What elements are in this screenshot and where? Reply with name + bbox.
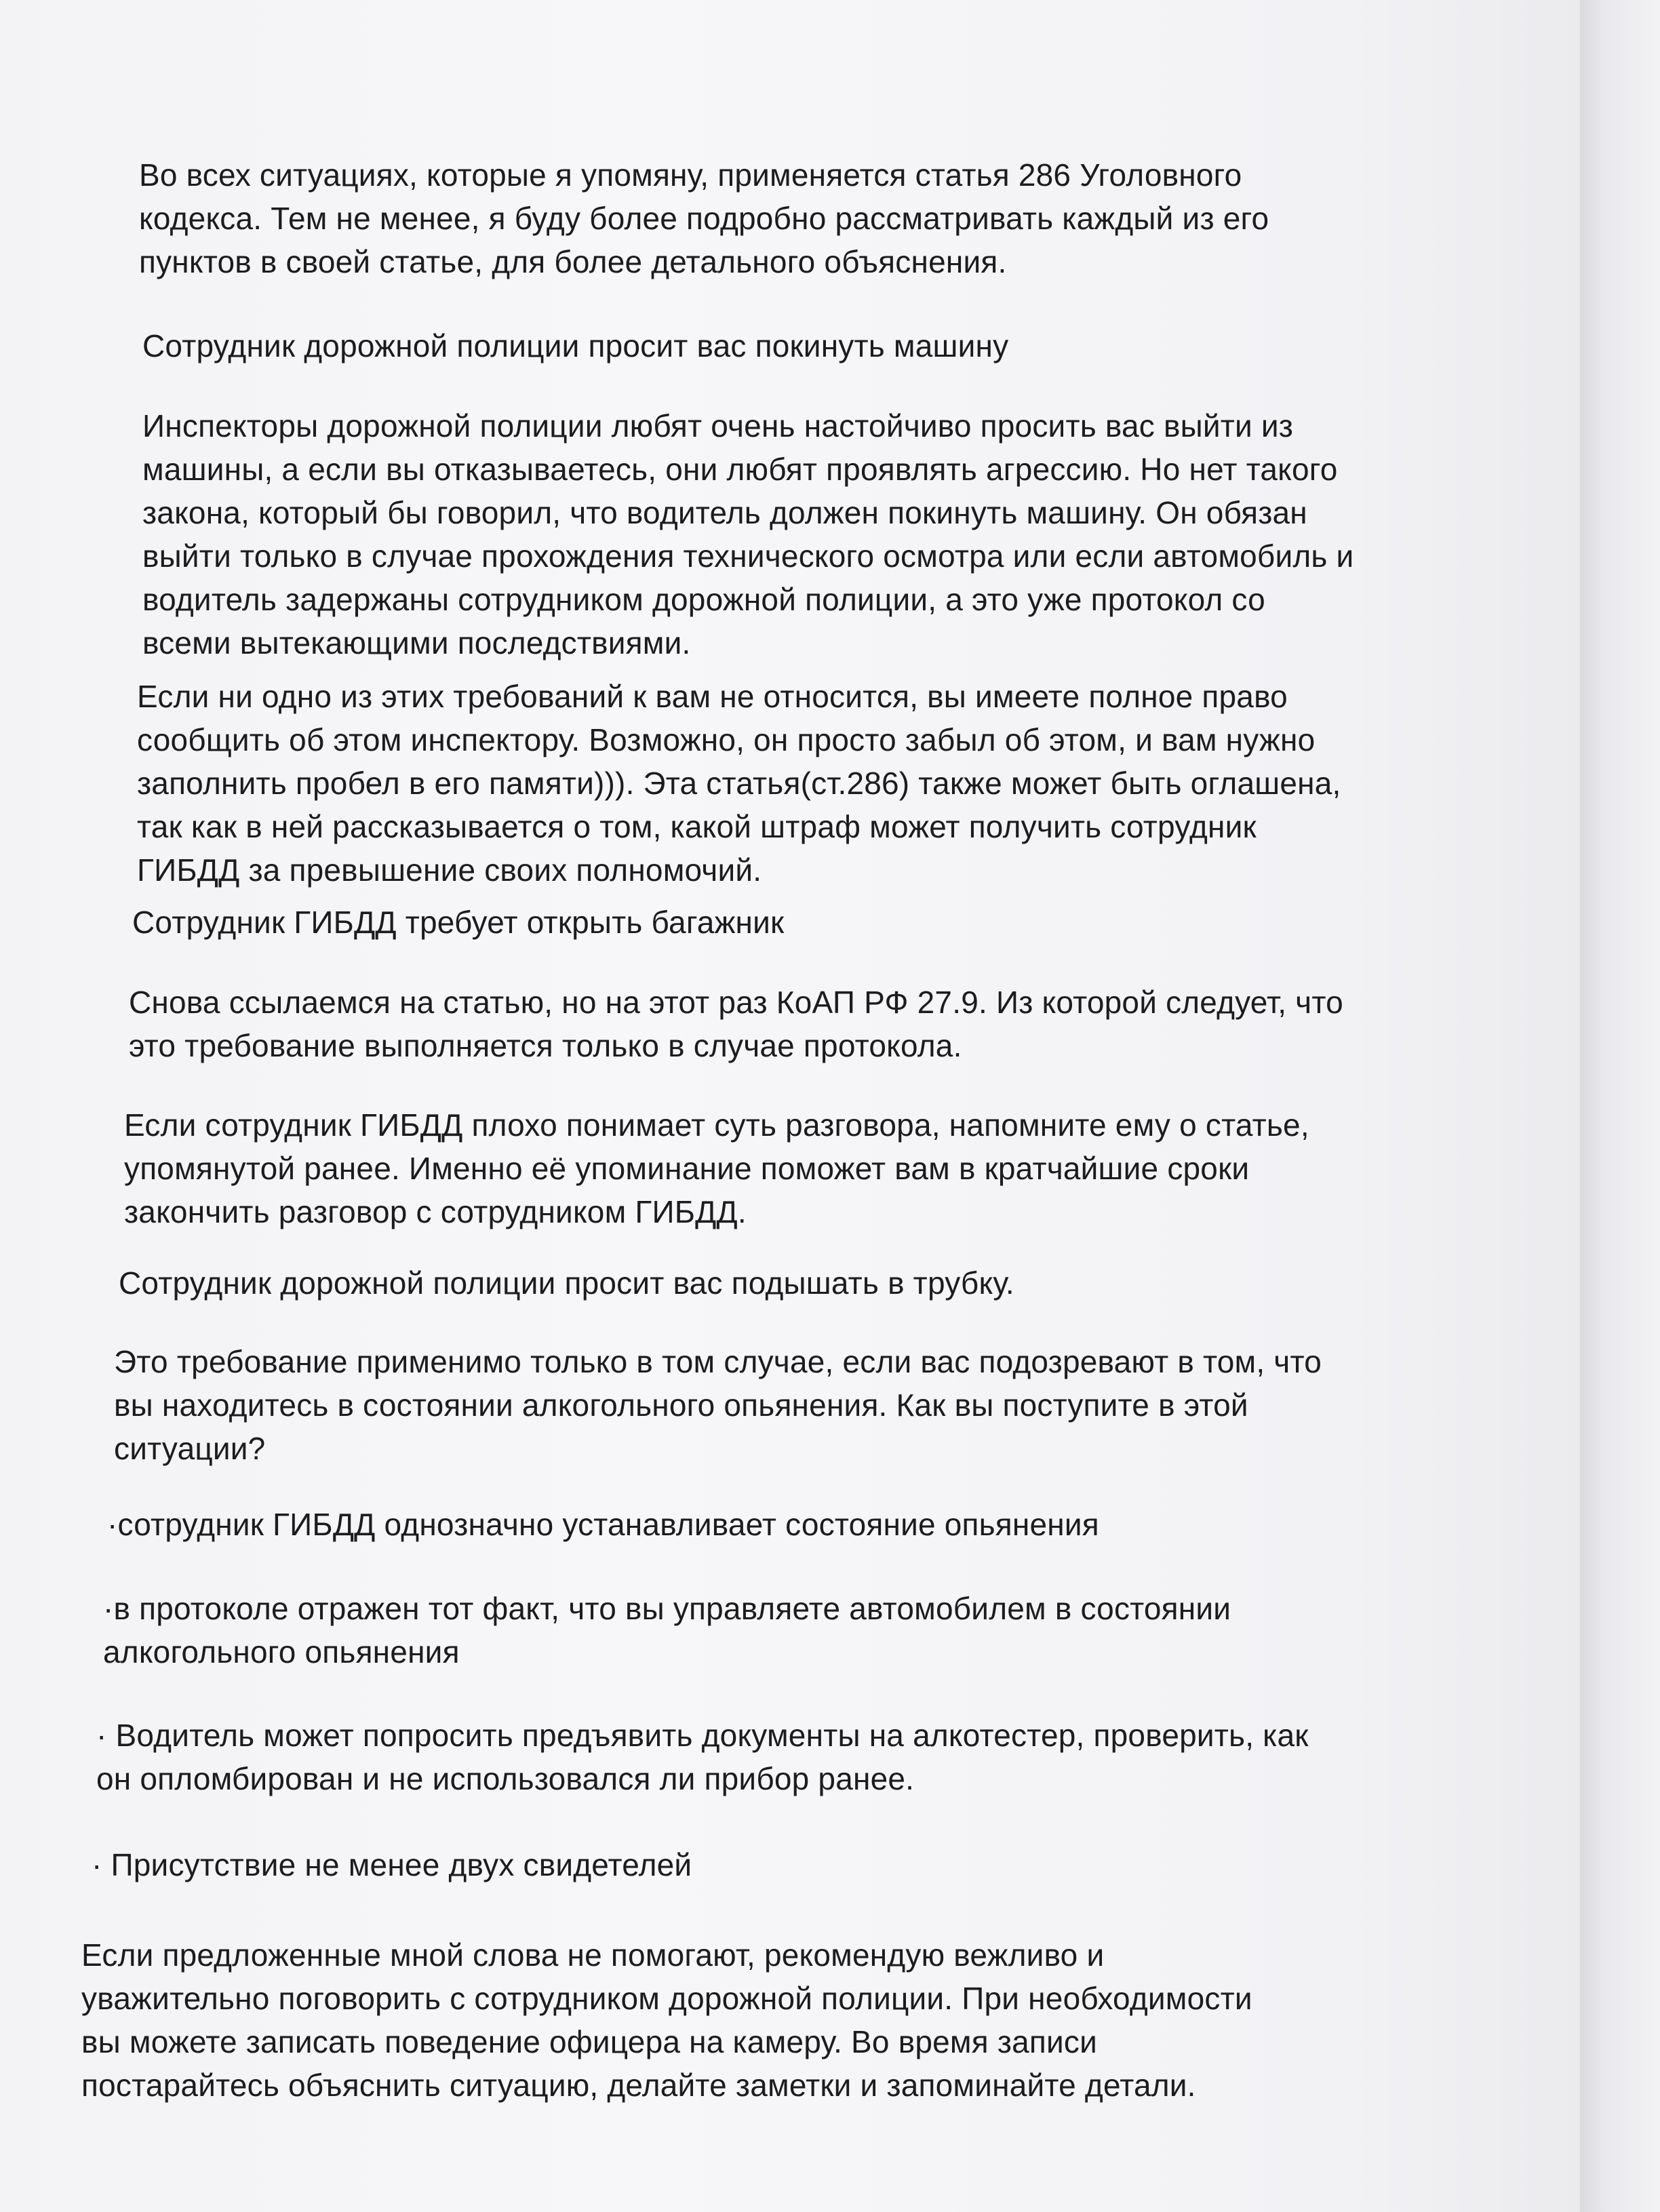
- text-line: постарайтесь объяснить ситуацию, делайте заметки и запоминайте детали.: [81, 2068, 1196, 2103]
- leave-car-paragraph: [142, 404, 1353, 665]
- text-line: закона, который бы говорил, что водитель должен покинуть машину. Он обязан: [142, 495, 1307, 530]
- text-line: ГИБДД за превышение своих полномочий.: [137, 852, 762, 888]
- text-line: Инспекторы дорожной полиции любят очень настойчиво просить вас выйти из: [142, 408, 1294, 443]
- text-line: Сотрудник дорожной полиции просит вас подышать в трубку.: [119, 1265, 1014, 1301]
- section-heading-trunk: [132, 901, 784, 944]
- section-heading-breath: [119, 1261, 1014, 1305]
- text-line: всеми вытекающими последствиями.: [142, 625, 691, 660]
- text-line: выйти только в случае прохождения технического осмотра или если автомобиль и: [142, 538, 1354, 574]
- text-line: Во всех ситуациях, которые я упомяну, применяется статья 286 Уголовного: [139, 157, 1242, 193]
- text-line: вы находитесь в состоянии алкогольного опьянения. Как вы поступите в этой: [114, 1387, 1248, 1423]
- bullet-item: [96, 1714, 1309, 1800]
- text-line: так как в ней рассказывается о том, какой штраф может получить сотрудник: [137, 809, 1257, 844]
- text-line: водитель задержаны сотрудником дорожной полиции, а это уже протокол со: [142, 582, 1265, 617]
- bullet-item: [103, 1587, 1231, 1674]
- text-line: закончить разговор с сотрудником ГИБДД.: [124, 1194, 747, 1229]
- text-line: пунктов в своей статье, для более детального объяснения.: [139, 244, 1007, 279]
- text-line: Сотрудник ГИБДД требует открыть багажник: [132, 905, 785, 940]
- text-line: Снова ссылаемся на статью, но на этот раз КоАП РФ 27.9. Из которой следует, что: [129, 985, 1343, 1020]
- text-line: упомянутой ранее. Именно её упоминание поможет вам в кратчайшие сроки: [124, 1151, 1250, 1186]
- text-line: Это требование применимо только в том случае, если вас подозревают в том, что: [114, 1344, 1322, 1379]
- bullet-item: [92, 1843, 692, 1887]
- text-line: Если сотрудник ГИБДД плохо понимает суть разговора, напомните ему о статье,: [124, 1107, 1309, 1143]
- text-line: · Водитель может попросить предъявить документы на алкотестер, проверить, как: [96, 1718, 1309, 1753]
- text-line: кодекса. Тем не менее, я буду более подробно рассматривать каждый из его: [139, 201, 1269, 236]
- breath-paragraph: [114, 1340, 1322, 1470]
- trunk-followup-paragraph: [124, 1103, 1309, 1233]
- section-heading-leave-car: [142, 324, 1008, 368]
- text-line: это требование выполняется только в случае протокола.: [129, 1028, 962, 1063]
- text-line: ·сотрудник ГИБДД однозначно устанавливает состояние опьянения: [107, 1507, 1099, 1542]
- text-line: машины, а если вы отказываетесь, они любят проявлять агрессию. Но нет такого: [142, 452, 1338, 487]
- bullet-item: [107, 1503, 1099, 1546]
- trunk-paragraph: [129, 981, 1343, 1067]
- conclusion-paragraph: [81, 1933, 1252, 2107]
- text-line: ·в протоколе отражен тот факт, что вы управляете автомобилем в состоянии: [103, 1591, 1231, 1626]
- text-line: Сотрудник дорожной полиции просит вас покинуть машину: [142, 328, 1009, 363]
- requirements-paragraph: [137, 675, 1341, 892]
- text-line: ситуации?: [114, 1431, 266, 1466]
- text-line: Если ни одно из этих требований к вам не относится, вы имеете полное право: [137, 679, 1288, 714]
- background-edge: [1580, 0, 1660, 2212]
- text-line: сообщить об этом инспектору. Возможно, он просто забыл об этом, и вам нужно: [137, 722, 1316, 757]
- text-line: · Присутствие не менее двух свидетелей: [92, 1847, 692, 1882]
- text-line: он опломбирован и не использовался ли прибор ранее.: [96, 1761, 915, 1796]
- text-line: алкогольного опьянения: [103, 1634, 460, 1670]
- intro-paragraph: [139, 153, 1269, 283]
- text-line: вы можете записать поведение офицера на камеру. Во время записи: [81, 2024, 1097, 2059]
- text-line: Если предложенные мной слова не помогают, рекомендую вежливо и: [81, 1937, 1105, 1973]
- text-line: заполнить пробел в его памяти))). Эта статья(ст.286) также может быть оглашена,: [137, 766, 1341, 801]
- text-line: уважительно поговорить с сотрудником дорожной полиции. При необходимости: [81, 1981, 1252, 2016]
